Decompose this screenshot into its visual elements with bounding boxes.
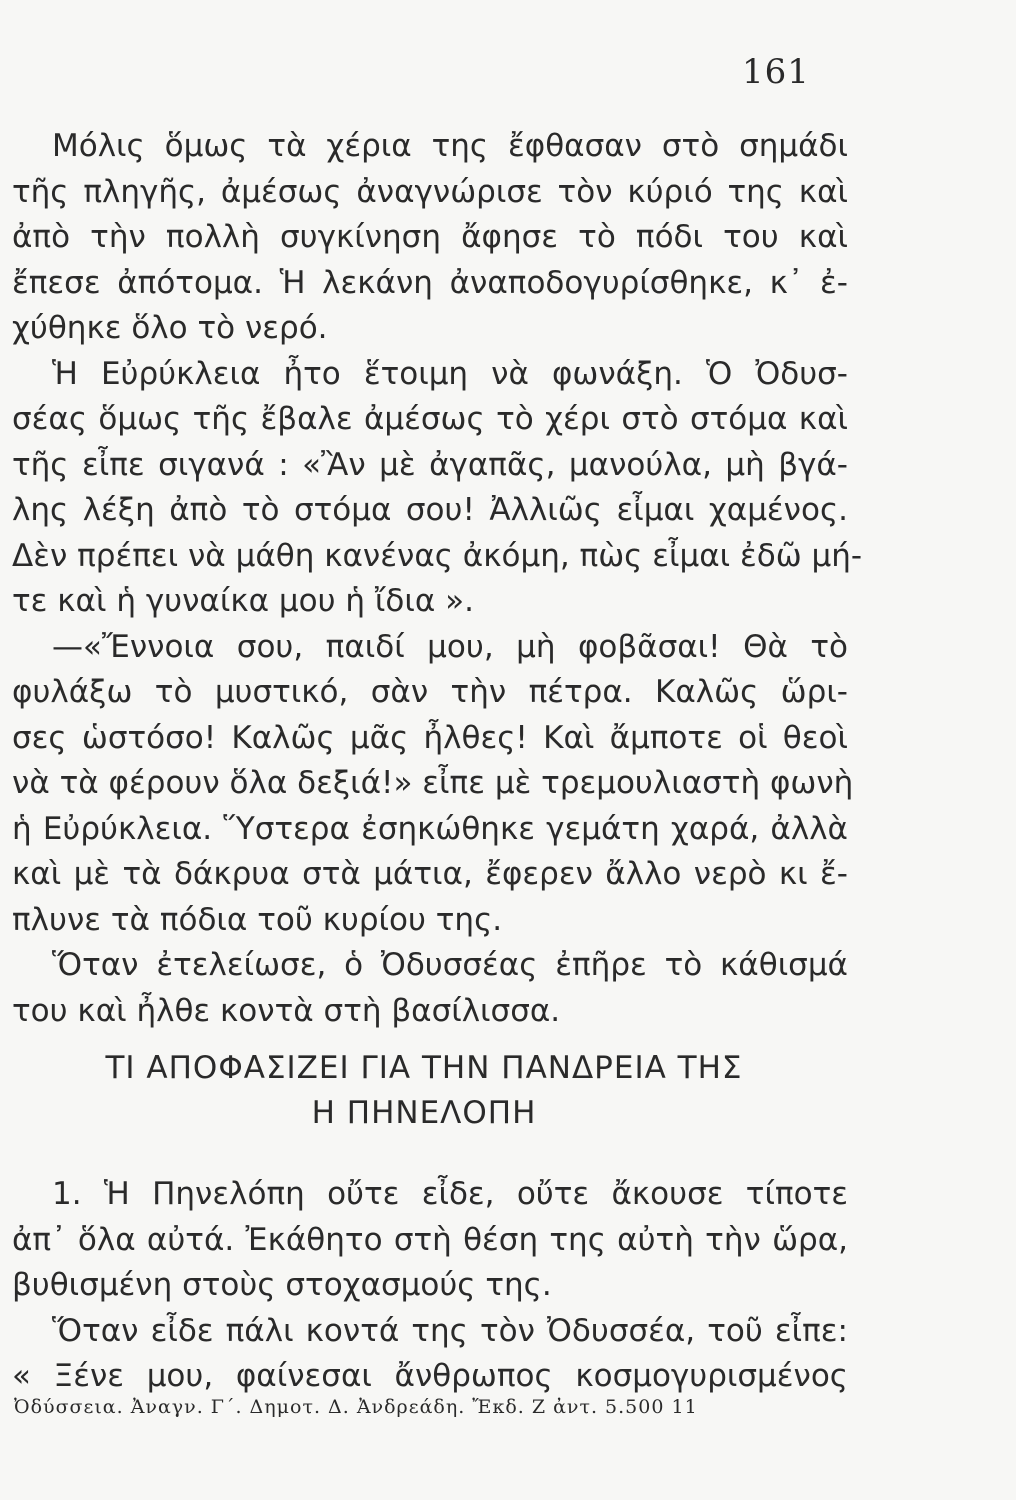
paragraph [12, 625, 854, 944]
paragraph [12, 124, 848, 352]
text-line: τῆς εἶπε σιγανά : «Ἂν μὲ ἀγαπᾶς, μανούλα, μὴ βγά- [12, 446, 848, 483]
text-line: σέας ὅμως τῆς ἔβαλε ἀμέσως τὸ χέρι στὸ στόμα καὶ [12, 401, 848, 437]
text-line: Ὅταν ἐτελείωσε, ὁ Ὀδυσσέας ἐπῆρε τὸ κάθισμά [52, 947, 848, 983]
text-line: τῆς πληγῆς, ἀμέσως ἀναγνώρισε τὸν κύριό της καὶ [12, 173, 848, 210]
text-line: του καὶ ἦλθε κοντὰ στὴ βασίλισσα. [12, 992, 561, 1029]
text-line: ἔπεσε ἀπότομα. Ἡ λεκάνη ἀναποδογυρίσθηκε, κ᾽ ἐ- [12, 264, 848, 301]
text-line: χύθηκε ὅλο τὸ νερό. [12, 310, 328, 346]
text-line: σες ὡστόσο! Καλῶς μᾶς ἦλθες! Καὶ ἄμποτε οἱ θεοὶ [12, 719, 848, 756]
body-text-top [12, 124, 863, 1034]
text-line: ἡ Εὐρύκλεια. Ὕστερα ἐσηκώθηκε γεμάτη χαρά, ἀλλὰ [12, 810, 848, 847]
paragraph [12, 1309, 848, 1400]
paragraph [12, 1172, 848, 1309]
text-line: πλυνε τὰ πόδια τοῦ κυρίου της. [12, 901, 503, 938]
text-line: 1. Ἡ Πηνελόπη οὔτε εἶδε, οὔτε ἄκουσε τίποτε [52, 1176, 848, 1212]
footer-imprint: Ὀδύσσεια. Ἀναγν. Γ΄. Δημοτ. Δ. Ἀνδρεάδη. Ἔκδ. Ζ ἀντ. 5.500 11 [14, 1396, 698, 1418]
text-line: —«Ἔννοια σου, παιδί μου, μὴ φοβᾶσαι! Θὰ τὸ [52, 628, 848, 665]
page-number: 161 [742, 52, 810, 92]
heading-line-1: ΤΙ ΑΠΟΦΑΣΙΖΕΙ ΓΙΑ ΤΗΝ ΠΑΝΔΡΕΙΑ ΤΗΣ [105, 1050, 743, 1086]
text-line: βυθισμένη στοὺς στοχασμούς της. [12, 1267, 552, 1303]
text-line: λης λέξη ἀπὸ τὸ στόμα σου! Ἀλλιῶς εἶμαι χαμένος. [12, 492, 848, 528]
text-line: « Ξένε μου, φαίνεσαι ἄνθρωπος κοσμογυρισμένος [12, 1358, 848, 1394]
text-line: ἀπ᾽ ὅλα αὐτά. Ἐκάθητο στὴ θέση της αὐτὴ τὴν ὥρα, [12, 1221, 848, 1258]
text-line: Δὲν πρέπει νὰ μάθη κανένας ἀκόμη, πὼς εἶμαι ἐδῶ μή- [12, 537, 863, 574]
text-line: καὶ μὲ τὰ δάκρυα στὰ μάτια, ἔφερεν ἄλλο νερὸ κι ἔ- [12, 856, 848, 892]
text-line: φυλάξω τὸ μυστικό, σὰν τὴν πέτρα. Καλῶς ὥρι- [12, 674, 848, 710]
text-line: Μόλις ὅμως τὰ χέρια της ἔφθασαν στὸ σημάδι [52, 128, 848, 164]
body-text-bottom [12, 1172, 848, 1400]
text-line: Ἡ Εὐρύκλεια ἦτο ἕτοιμη νὰ φωνάξη. Ὁ Ὀδυσ- [52, 355, 848, 392]
text-line: Ὅταν εἶδε πάλι κοντά της τὸν Ὀδυσσέα, τοῦ εἶπε: [52, 1312, 848, 1349]
text-line: ἀπὸ τὴν πολλὴ συγκίνηση ἄφησε τὸ πόδι του καὶ [12, 219, 848, 255]
text-line: νὰ τὰ φέρουν ὅλα δεξιά!» εἶπε μὲ τρεμουλιαστὴ φωνὴ [12, 765, 854, 801]
section-heading [0, 1046, 836, 1136]
text-line: τε καὶ ἡ γυναίκα μου ἡ ἴδια ». [12, 583, 474, 619]
heading-line-2: Η ΠΗΝΕΛΟΠΗ [311, 1095, 537, 1131]
paragraph [12, 943, 848, 1034]
paragraph [12, 352, 863, 625]
